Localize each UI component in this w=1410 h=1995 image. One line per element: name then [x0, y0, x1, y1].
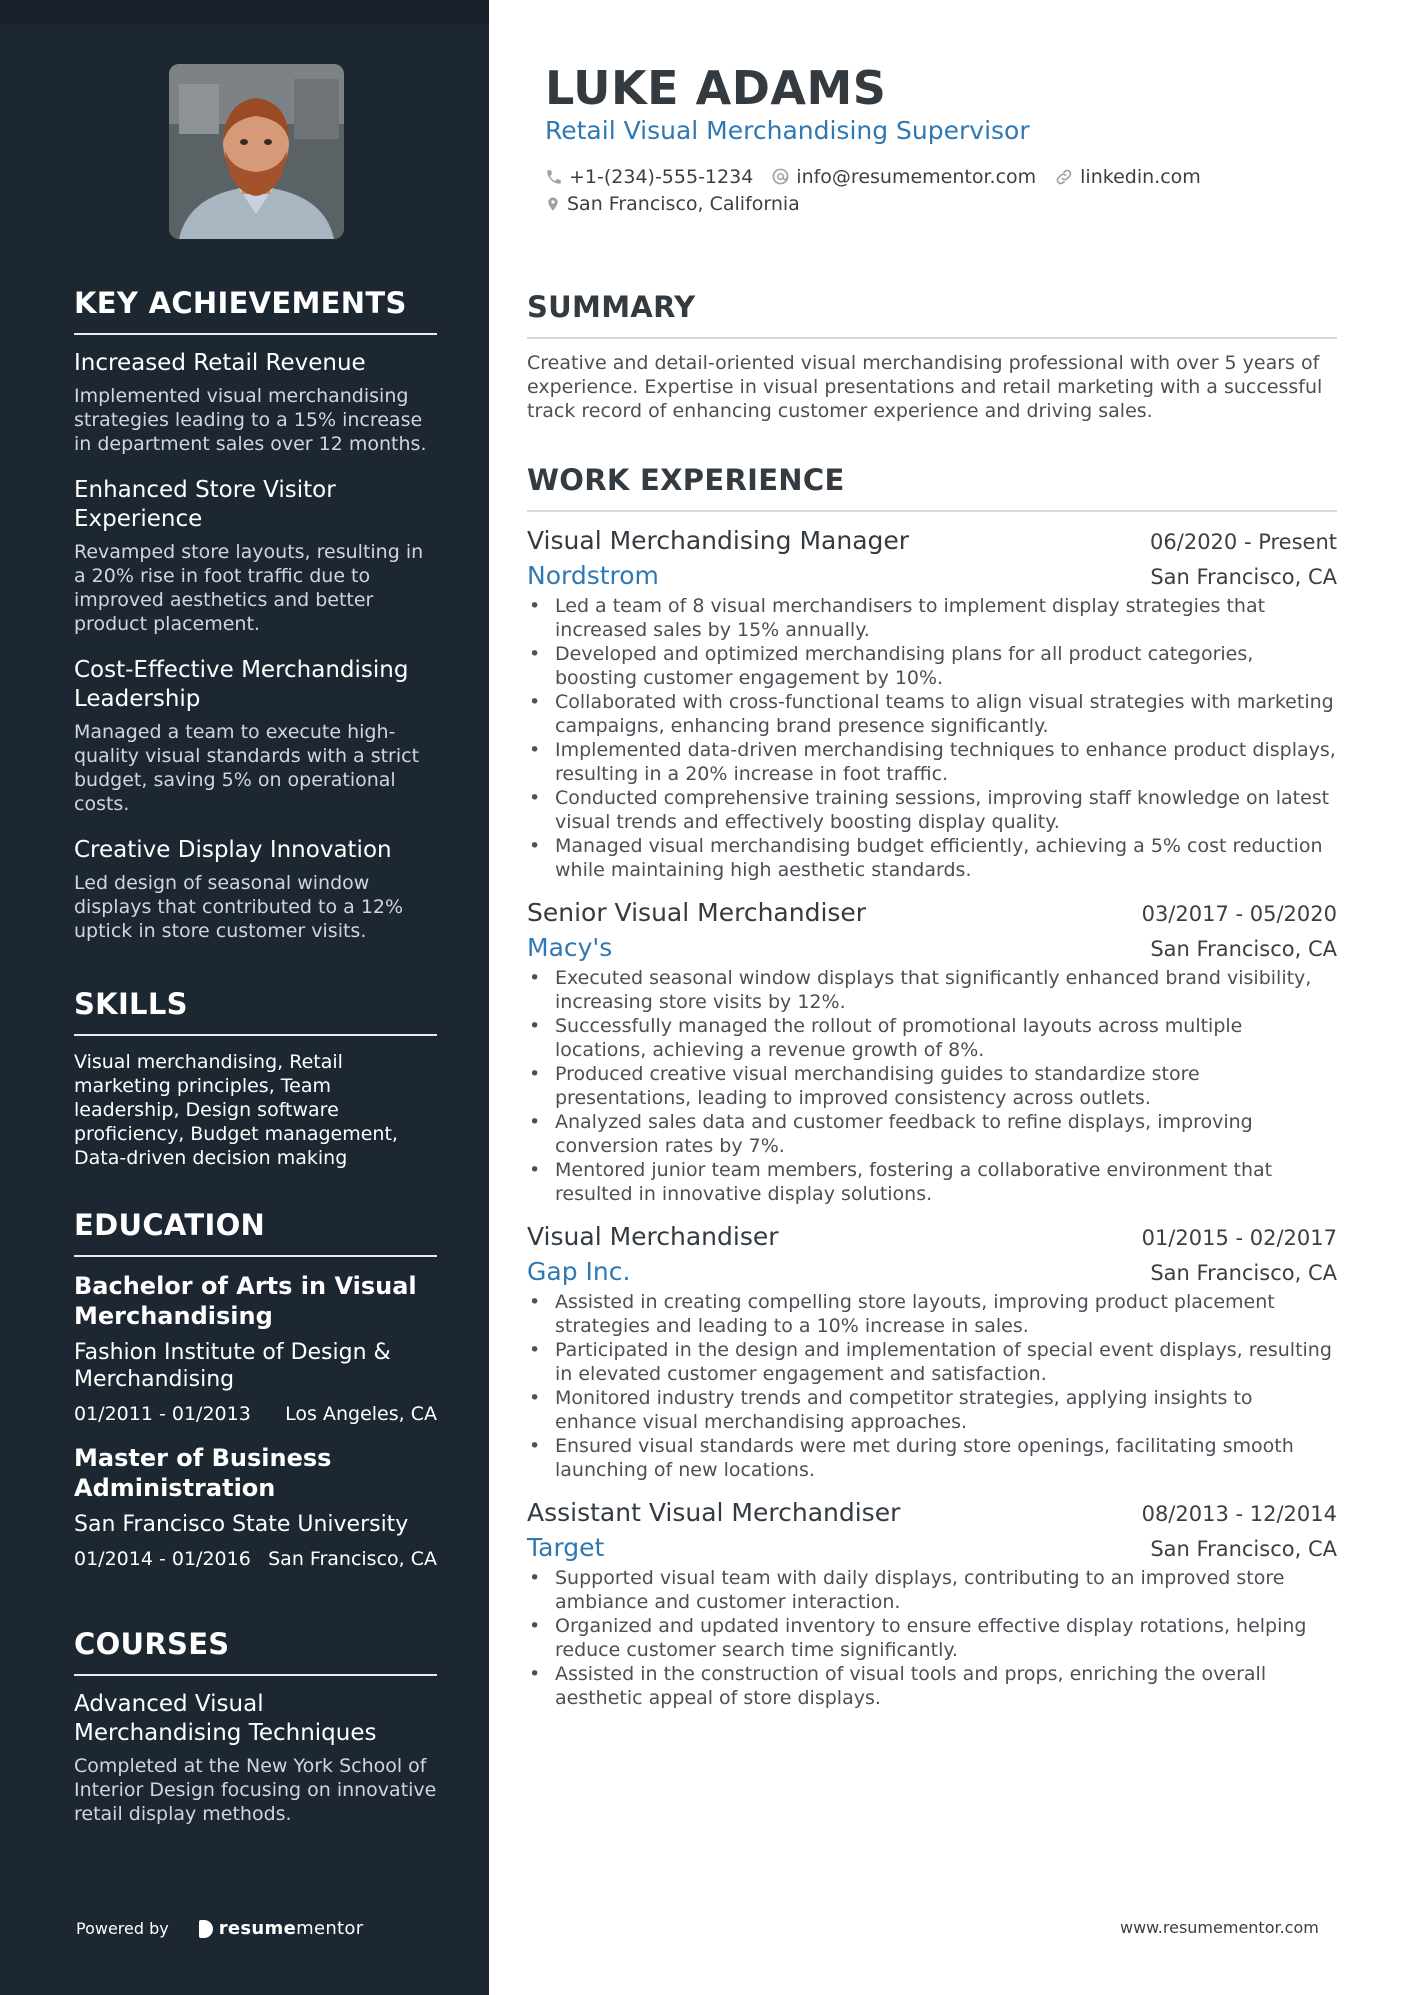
achievement-item [74, 836, 437, 943]
achievement-title: Increased Retail Revenue [74, 349, 366, 376]
achievement-text: Managed a team to execute high-quality visual standards with a strict budget, saving 5% on operational costs. [74, 720, 420, 815]
job-entry [527, 1496, 1337, 1710]
job-bullets [527, 594, 1337, 882]
email-text: info@resumementor.com [796, 165, 1037, 188]
job-company: Target [527, 1532, 605, 1562]
education-degree: Bachelor of Arts in Visual Merchandising [74, 1271, 417, 1330]
achievement-title: Creative Display Innovation [74, 836, 392, 863]
location-pin-icon [545, 194, 561, 214]
job-bullet: • Supported visual team with daily displays, contributing to an improved store ambiance and customer interaction. [527, 1566, 1337, 1614]
job-dates: 03/2017 - 05/2020 [1141, 901, 1337, 926]
contact-location [545, 193, 800, 215]
candidate-name: LUKE ADAMS [545, 61, 887, 115]
brand-mark-icon [199, 1920, 213, 1938]
job-bullet: • Implemented data-driven merchandising techniques to enhance product displays, resulting in a 20% increase in foot traffic. [527, 738, 1337, 786]
job-title: Assistant Visual Merchandiser [527, 1497, 901, 1527]
achievements-heading: KEY ACHIEVEMENTS [74, 286, 437, 335]
job-bullets [527, 1290, 1337, 1482]
education-meta [74, 1548, 437, 1570]
education-dates: 01/2014 - 01/2016 [74, 1547, 251, 1570]
job-header-row [527, 1496, 1337, 1530]
education-location: San Francisco, CA [268, 1547, 437, 1570]
job-bullets [527, 966, 1337, 1206]
courses-section [74, 1627, 437, 1846]
brand-logo[interactable] [199, 1918, 364, 1939]
job-location: San Francisco, CA [1150, 1260, 1337, 1285]
education-heading: EDUCATION [74, 1208, 437, 1257]
link-icon [1054, 167, 1074, 187]
skills-section [74, 987, 437, 1170]
job-company-row [527, 1254, 1337, 1290]
education-degree: Master of Business Administration [74, 1443, 332, 1502]
experience-section [527, 463, 1337, 1724]
job-location: San Francisco, CA [1150, 936, 1337, 961]
contact-row [545, 163, 1345, 190]
contact-row [545, 190, 1345, 217]
achievement-item [74, 349, 437, 456]
education-school: San Francisco State University [74, 1511, 409, 1537]
job-dates: 08/2013 - 12/2014 [1141, 1501, 1337, 1526]
job-bullet: • Produced creative visual merchandising guides to standardize store presentations, leading to improved consistency across outlets. [527, 1062, 1337, 1110]
contact-linkedin[interactable] [1054, 166, 1201, 188]
job-bullet: • Collaborated with cross-functional teams to align visual strategies with marketing campaigns, enhancing brand presence significantly. [527, 690, 1337, 738]
job-bullet: • Assisted in creating compelling store layouts, improving product placement strategies and leading to a 10% increase in sales. [527, 1290, 1337, 1338]
job-dates: 01/2015 - 02/2017 [1141, 1225, 1337, 1250]
skills-text: Visual merchandising, Retail marketing principles, Team leadership, Design software proficiency, Budget management, Data-driven decision making [74, 1050, 398, 1169]
job-title: Visual Merchandising Manager [527, 525, 910, 555]
location-text: San Francisco, California [567, 192, 800, 215]
job-location: San Francisco, CA [1150, 564, 1337, 589]
achievement-item [74, 656, 437, 816]
education-dates: 01/2011 - 01/2013 [74, 1402, 251, 1425]
phone-text: +1-(234)-555-1234 [569, 165, 754, 188]
job-entry [527, 524, 1337, 882]
job-company: Nordstrom [527, 560, 659, 590]
job-header-row [527, 1220, 1337, 1254]
achievement-title: Enhanced Store Visitor Experience [74, 476, 336, 532]
brand-name-thin: mentor [296, 1918, 364, 1939]
education-school: Fashion Institute of Design & Merchandising [74, 1339, 391, 1392]
summary-text: Creative and detail-oriented visual merchandising professional with over 5 years of experience. Expertise in visual presentations and retail marketing with a successful track record of enhancing customer experience and driving sales. [527, 351, 1323, 422]
summary-heading: SUMMARY [527, 290, 1337, 339]
education-meta [74, 1403, 437, 1425]
job-company: Macy's [527, 932, 613, 962]
job-bullet: • Organized and updated inventory to ensure effective display rotations, helping reduce customer search time significantly. [527, 1614, 1337, 1662]
job-bullet: • Executed seasonal window displays that significantly enhanced brand visibility, increasing store visits by 12%. [527, 966, 1337, 1014]
footer-url[interactable]: www.resumementor.com [1120, 1918, 1319, 1937]
job-title: Senior Visual Merchandiser [527, 897, 867, 927]
job-header-row [527, 524, 1337, 558]
job-bullet: • Successfully managed the rollout of promotional layouts across multiple locations, achieving a revenue growth of 8%. [527, 1014, 1337, 1062]
education-item [74, 1271, 437, 1425]
contact-phone[interactable] [545, 166, 753, 188]
experience-heading: WORK EXPERIENCE [527, 463, 1337, 512]
job-bullet: • Mentored junior team members, fostering a collaborative environment that resulted in innovative display solutions. [527, 1158, 1337, 1206]
summary-section [527, 290, 1337, 423]
course-title: Advanced Visual Merchandising Techniques [74, 1690, 377, 1746]
job-entry [527, 1220, 1337, 1482]
achievements-section [74, 286, 437, 963]
achievement-text: Implemented visual merchandising strategies leading to a 15% increase in department sales over 12 months. [74, 384, 427, 455]
sidebar-top-band [0, 0, 489, 24]
education-location: Los Angeles, CA [285, 1402, 437, 1425]
at-icon [771, 167, 790, 186]
job-company-row [527, 1530, 1337, 1566]
education-item [74, 1443, 437, 1570]
job-title: Visual Merchandiser [527, 1221, 779, 1251]
job-bullet: • Ensured visual standards were met during store openings, facilitating smooth launching of new locations. [527, 1434, 1337, 1482]
job-entry [527, 896, 1337, 1206]
job-bullet: • Managed visual merchandising budget efficiently, achieving a 5% cost reduction while maintaining high aesthetic standards. [527, 834, 1337, 882]
job-dates: 06/2020 - Present [1150, 529, 1337, 554]
course-text: Completed at the New York School of Interior Design focusing on innovative retail display methods. [74, 1754, 437, 1825]
candidate-title: Retail Visual Merchandising Supervisor [545, 116, 1030, 145]
job-bullet: • Developed and optimized merchandising plans for all product categories, boosting customer engagement by 10%. [527, 642, 1337, 690]
sidebar [0, 0, 489, 1995]
job-bullets [527, 1566, 1337, 1710]
job-header-row [527, 896, 1337, 930]
phone-icon [545, 168, 563, 186]
job-bullet: • Assisted in the construction of visual tools and props, enriching the overall aesthetic appeal of store displays. [527, 1662, 1337, 1710]
job-bullet: • Led a team of 8 visual merchandisers to implement display strategies that increased sales by 15% annually. [527, 594, 1337, 642]
job-bullet: • Analyzed sales data and customer feedback to refine displays, improving conversion rates by 7%. [527, 1110, 1337, 1158]
course-item [74, 1690, 437, 1826]
powered-by [76, 1918, 363, 1939]
contact-info [545, 163, 1345, 217]
job-company-row [527, 930, 1337, 966]
contact-email[interactable] [771, 166, 1036, 188]
achievement-text: Revamped store layouts, resulting in a 20% rise in foot traffic due to improved aesthetics and better product placement. [74, 540, 424, 635]
job-location: San Francisco, CA [1150, 1536, 1337, 1561]
job-bullet: • Participated in the design and implementation of special event displays, resulting in elevated customer engagement and satisfaction. [527, 1338, 1337, 1386]
linkedin-text: linkedin.com [1080, 165, 1201, 188]
courses-heading: COURSES [74, 1627, 437, 1676]
job-bullet: • Conducted comprehensive training sessions, improving staff knowledge on latest visual trends and effectively boosting display quality. [527, 786, 1337, 834]
achievement-item [74, 476, 437, 636]
powered-by-label: Powered by [76, 1919, 169, 1938]
job-company-row [527, 558, 1337, 594]
job-bullet: • Monitored industry trends and competitor strategies, applying insights to enhance visual merchandising approaches. [527, 1386, 1337, 1434]
achievement-title: Cost-Effective Merchandising Leadership [74, 656, 409, 712]
education-section [74, 1208, 437, 1588]
achievement-text: Led design of seasonal window displays that contributed to a 12% uptick in store customer visits. [74, 871, 404, 942]
job-company: Gap Inc. [527, 1256, 631, 1286]
skills-heading: SKILLS [74, 987, 437, 1036]
brand-name-bold: resume [218, 1918, 297, 1939]
profile-photo [169, 64, 344, 239]
